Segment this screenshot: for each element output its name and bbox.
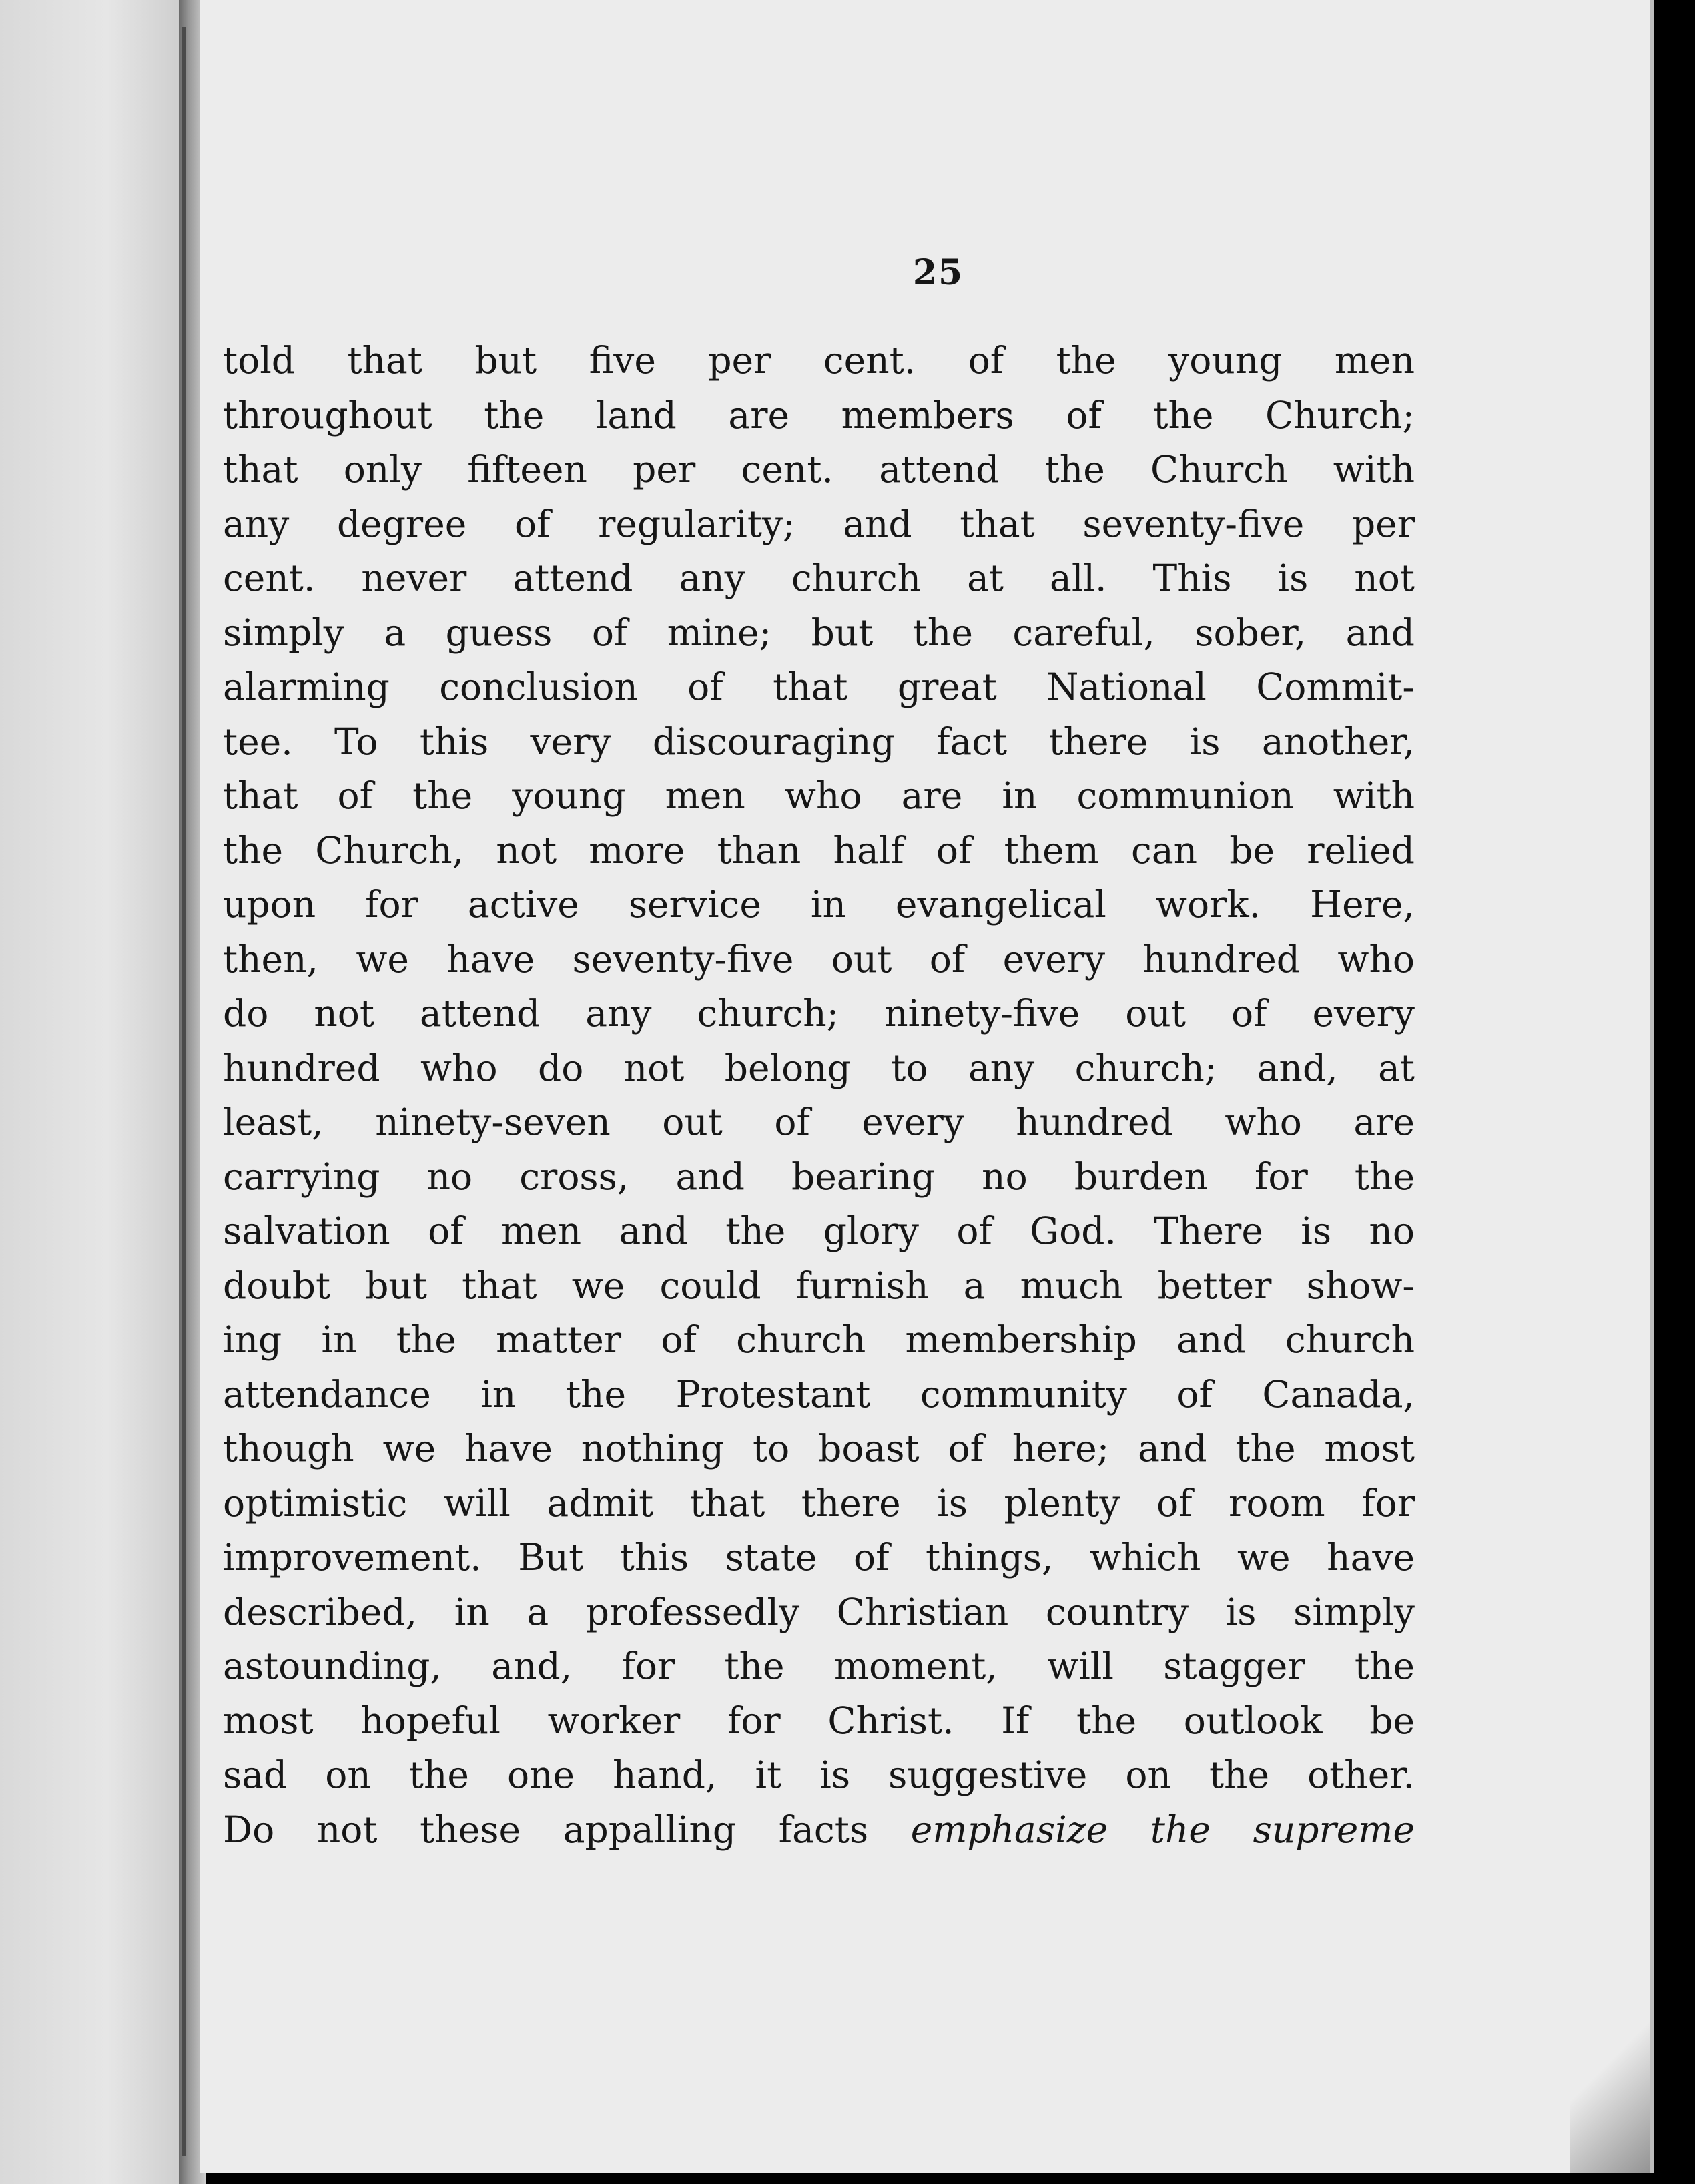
text-line: improvement. But this state of things, which we have xyxy=(223,1536,1415,1579)
text-line: sad on the one hand, it is suggestive on the other. xyxy=(223,1753,1415,1796)
text-line: that only fifteen per cent. attend the Church with xyxy=(223,448,1415,491)
text-line-last xyxy=(223,1803,1415,1858)
page-number: 25 xyxy=(912,252,964,293)
text-line: doubt but that we could furnish a much better show- xyxy=(223,1264,1415,1307)
text-line: though we have nothing to boast of here; and the most xyxy=(223,1427,1415,1470)
gutter-line xyxy=(182,27,186,2156)
text-line: the Church, not more than half of them can be relied xyxy=(223,828,1415,872)
text-line: astounding, and, for the moment, will stagger the xyxy=(223,1645,1415,1687)
text-line: alarming conclusion of that great National Commit- xyxy=(223,665,1415,708)
body-text xyxy=(223,334,1415,1857)
last-line-plain: Do not these appalling facts xyxy=(223,1808,869,1851)
text-line: salvation of men and the glory of God. There is no xyxy=(223,1209,1415,1252)
text-line: hundred who do not belong to any church; and, at xyxy=(223,1046,1415,1089)
text-line: cent. never attend any church at all. This is not xyxy=(223,557,1415,599)
text-line: ing in the matter of church membership and church xyxy=(223,1318,1415,1361)
text-line: tee. To this very discouraging fact there is another, xyxy=(223,720,1415,763)
text-line: throughout the land are members of the Church; xyxy=(223,393,1415,437)
facing-page-edge xyxy=(0,0,179,2184)
text-line: simply a guess of mine; but the careful, sober, and xyxy=(223,611,1415,654)
text-line: described, in a professedly Christian country is simply xyxy=(223,1590,1415,1633)
text-line: upon for active service in evangelical work. Here, xyxy=(223,883,1415,926)
text-line: any degree of regularity; and that seventy-five per xyxy=(223,502,1415,545)
text-line: attendance in the Protestant community of Canada, xyxy=(223,1372,1415,1416)
text-line: most hopeful worker for Christ. If the outlook be xyxy=(223,1699,1415,1742)
text-line: that of the young men who are in communion with xyxy=(223,774,1415,817)
text-line: optimistic will admit that there is plenty of room for xyxy=(223,1481,1415,1525)
text-line: least, ninety-seven out of every hundred who are xyxy=(223,1101,1415,1143)
last-line-emphasis: emphasize the supreme xyxy=(910,1808,1415,1851)
text-line: carrying no cross, and bearing no burden for the xyxy=(223,1155,1415,1198)
page-corner-shadow xyxy=(1570,2000,1650,2173)
text-line: told that but five per cent. of the young men xyxy=(223,339,1415,382)
text-line: do not attend any church; ninety-five out of every xyxy=(223,992,1415,1035)
text-line: then, we have seventy-five out of every hundred who xyxy=(223,937,1415,981)
